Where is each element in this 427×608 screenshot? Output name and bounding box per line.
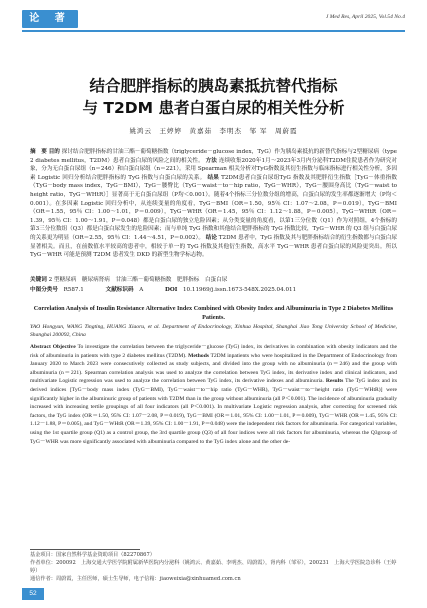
results-text: T2DM患者白蛋白尿组TyG 指数及其肥胖衍生指数［TyG－体重指数（TyG－body mass index，TyG－BMI），TyG－腰臀比（TyG－waist－to－hip ratio，TyG－WHR），TyG－腰围身高比（TyG－waist to height ratio，TyG－WHtR）］显著高于无白蛋白尿组（P均＜0.001）。随着4个指标三分位数分组的增高，白蛋白尿的发生率都逐渐增大（P均＜0.001）。在多因素 Logistic 回归分析中，从连续变量的角度看，TyG－BMI（OR＝1.50，95％ CI：1.07～2.08，P＝0.019），TyG－BMI（OR＝1.55，95％ CI：1.00～1.01，P＝0.009），TyG－WHR（OR＝1.45，95％ CI：1.12～1.88，P＝0.005），TyG－WHtR（OR＝1.39，95％ CI：1.00～1.91，P＝0.048）都是白蛋白尿的独立危险因素；从分类变量的角度看，以第1三分位数（Q1）作为对照组，4个指标的第3三分位数组（Q3）都是白蛋白尿发生的危险因素；而与单纯 TyG 指数和其他结合肥胖指标的 TyG 指数比较，TyG－WHR 的 Q3 组与白蛋白尿的关系更为明显（OR＝2.55，95％ CI：1.44～4.51，P＝0.002）。 [30,174,397,241]
doi-label: DOI [165,287,178,293]
en-abstract-label: Abstract [30,344,51,350]
footnote-correspondence: 通信作者：周蔚霞，主任医师，硕士生导师，电子信箱：jiaoweixia@xinhuamed.com.cn [30,576,241,582]
keywords-text: 2 型糖尿病 糖尿病肾病 甘油三酯－葡萄糖指数 肥胖指标 白蛋白尿 [48,277,228,283]
en-objective-label: Objective [52,344,76,350]
author-list: 姚鸿云 王婷婷 黄嘉茹 李明杰 邹 军 周蔚霞 [129,127,298,135]
en-results-text: The TyG index and its derived indices [TyG－body mass index (TyG－BMI), TyG－waist－to－hip ratio (TyG－WHR), TyG－waist－to－height ratio (TyG－WHtR)] were significantly higher in the albuminuric group of patients with T2DM than in the group without albuminuria (all P＜0.001). The incidence of albuminuria gradually increased with increasing tertile groupings of all four indicators (all P＜0.001). In multivariate Logistic regression analysis, after correcting for screened risk factors, the TyG index (OR＝1.50, 95% CI: 1.07－2.08, P＝0.019), TyG－BMI (OR＝1.01, 95% CI: 1.00－1.01, P＝0.009), TyG－WHR (OR＝1.45, 95% CI: 1.12－1.88, P＝0.005), and TyG－WHtR (OR＝1.39, 95% CI: 1.00－1.91, P＝0.048) were the independent risk factors for albuminuria. For categorical variables, using the 1st quartile group (Q1) as a control group, the 3rd quartile group (Q3) of all four indices were all risk factors for albuminuria, whereas the Q3group of TyG－WHR was more significantly associated with albuminuria compared to the TyG index alone and the other de- [30,378,397,445]
abstract-cn [30,148,397,260]
clc-label: 中图分类号 [30,287,58,293]
footnote-fund: 基金项目：国家自然科学基金资助项目（82270867） [30,552,155,558]
clc-code: R587.1 [63,287,84,293]
section-tag-dot-right [80,16,85,21]
doc-code: A [139,287,144,293]
results-label: 结果 [207,174,220,181]
journal-citation: J Med Res, April 2025, Vol.54 No.4 [325,14,405,20]
conclusion-label: 结论 [205,234,217,241]
doc-code-label: 文献标识码 [105,287,134,293]
journal-header [0,0,427,42]
english-title: Correlation Analysis of Insulin Resistance Alternative Index Combined with Obesity Index and Albuminuria in Type 2 Diabetes Mellitus Patients. [33,305,394,321]
footnote-affiliation: 作者单位：200092 上海交通大学医学院附属新华医院内分泌科（姚鸿云、黄嘉茹、李明杰、周蔚霞），肾内科（邹军），200231 上海大学医院急诊科（王婷婷） [30,560,397,574]
section-tag-dot-left [15,16,20,21]
abstract-label: 摘 要 [30,149,47,155]
article-title-line-2: 与 T2DM 患者白蛋白尿的相关性分析 [82,99,345,117]
page-number: 52 [22,588,44,600]
section-tag [22,10,78,28]
abstract-en [30,343,397,446]
doi-value: 10.11969/j.issn.1673-548X.2025.04.011 [182,287,297,293]
en-objective-text: To investigate the correlation between the triglyceride－glucose (TyG) index, its derivatives in combination with obesity indicators and the risk of albuminuria in patients with type 2 diabetes mellitus (T2DM). [30,344,397,359]
article-title [30,75,397,119]
section-tag-label: 论 著 [29,13,71,24]
classification-line [30,286,397,295]
methods-text: 连续收集2020年1月～2023年3月内分泌科T2DM住院患者作为研究对象，分为无白蛋白尿组（n＝246）和白蛋白尿组（n＝221）。采用 Spearman 相关分析对TyG指数及其衍生指数与临床指标进行相关性分析，多因素 Logistic 回归分析结合肥胖指标的 TyG 指数与白蛋白尿的关系。 [30,157,397,181]
footnote-rule [30,549,140,550]
header-rule [22,30,405,32]
footnote [30,551,397,583]
en-methods-label: Methods [188,352,209,359]
english-author-names: YAO Hongyun, WANG Tingting, HUANG Xiaoru, et al. [30,324,160,330]
keywords-label: 关键词 [30,277,47,283]
keywords [30,276,397,285]
english-authors [30,323,397,340]
english-affiliation: Department of Endocrinology, Xinhua Hospital, Shanghai Jiao Tong University School of Medicine, Shanghai 200092, China [30,324,398,339]
article-title-line-1: 结合肥胖指标的胰岛素抵抗替代指标 [89,77,338,95]
objective-label: 目的 [48,149,60,155]
en-results-label: Results [325,378,344,385]
conclusion-text: T2DM 患者中，TyG 指数及其与肥胖指标结合的衍生指数都与白蛋白尿显著相关。而且，在前数值水平较高的患者中，相较于单一的 TyG 指数及其他衍生指数，高水平 TyG－WHR 患者白蛋白尿的风险更突出。所以 TyG－WHR 可能是预测 T2DM 患者发生 DKD 的新型生物学标志物。 [30,234,397,259]
methods-label: 方法 [205,157,217,164]
en-methods-text: T2DM inpatients who were hospitalized in the Department of Endocrinology from January 2020 to March 2023 were consecutively collected as study subjects, and divided into the group with no albuminuria (n＝246) and the group with albuminuria (n＝221). Spearman correlation analysis was used to analyze the correlation between TyG index, its derivative index and clinical indicators, and multivariate Logistic regression was used to analyze the correlation between TyG index, its derivative indexes and albuminuria. [30,352,397,385]
objective-text: 探讨结合肥胖指标的甘油三酯－葡萄糖指数（triglyceride－glucose index，TyG）作为胰岛素抵抗的新替代指标与2型糖尿病（type 2 diabetes mellitus，T2DM）患者白蛋白尿的风险之间的相关性。 [30,149,397,164]
